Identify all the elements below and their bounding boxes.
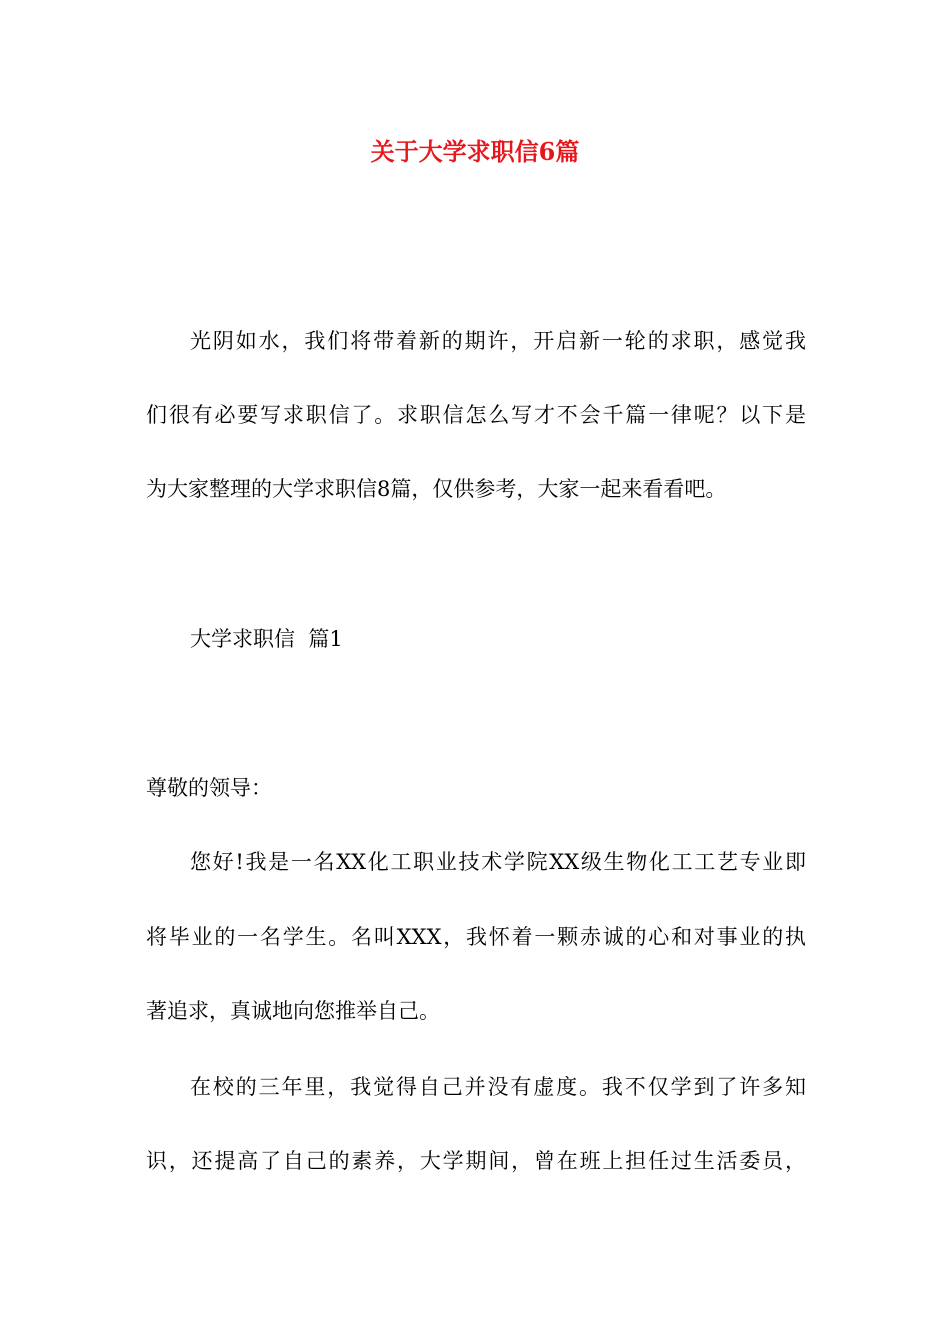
paragraph-line: 识，还提高了自己的素养，大学期间，曾在班上担任过生活委员， xyxy=(146,1149,806,1173)
paragraph-line: 将毕业的一名学生。名叫XXX，我怀着一颗赤诚的心和对事业的执 xyxy=(146,925,806,949)
intro-line: 们很有必要写求职信了。求职信怎么写才不会千篇一律呢？以下是 xyxy=(146,403,806,427)
salutation: 尊敬的领导： xyxy=(146,776,272,800)
intro-line: 为大家整理的大学求职信8篇，仅供参考，大家一起来看看吧。 xyxy=(146,477,727,501)
section-heading: 大学求职信 篇1 xyxy=(190,627,343,651)
intro-line: 光阴如水，我们将带着新的期许，开启新一轮的求职，感觉我 xyxy=(190,329,806,353)
document-title: 关于大学求职信6篇 xyxy=(370,137,580,166)
paragraph-line: 在校的三年里，我觉得自己并没有虚度。我不仅学到了许多知 xyxy=(190,1075,806,1099)
paragraph-line: 著追求，真诚地向您推举自己。 xyxy=(146,999,440,1023)
paragraph-line: 您好!我是一名XX化工职业技术学院XX级生物化工工艺专业即 xyxy=(190,850,806,874)
